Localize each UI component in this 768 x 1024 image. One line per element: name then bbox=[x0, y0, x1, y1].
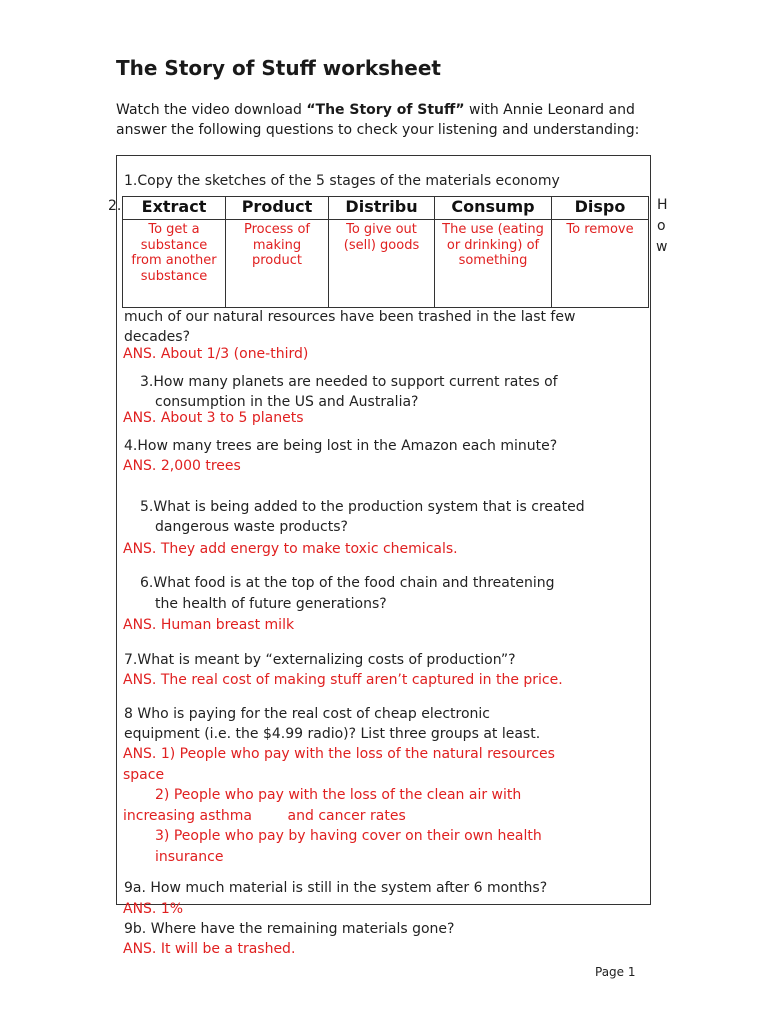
page-number: Page 1 bbox=[595, 965, 636, 979]
answer-7: ANS. The real cost of making stuff aren’t captured in the price. bbox=[123, 672, 563, 688]
question-4-line-1: 4.How many trees are being lost in the Amazon each minute? bbox=[124, 438, 558, 454]
question-5-line-2: dangerous waste products? bbox=[155, 519, 348, 535]
stage-name-disposal: Dispo bbox=[552, 197, 649, 220]
stage-name-extract: Extract bbox=[123, 197, 226, 220]
stage-desc-production: Process of making product bbox=[226, 220, 329, 308]
question-2-line-1: much of our natural resources have been trashed in the last few bbox=[124, 309, 576, 325]
answer-9a: ANS. 1% bbox=[123, 901, 184, 917]
question-1: 1.Copy the sketches of the 5 stages of the materials economy bbox=[124, 173, 560, 189]
materials-economy-table bbox=[122, 196, 649, 308]
side-letter-3: w bbox=[656, 239, 668, 255]
question-2-line-2: decades? bbox=[124, 329, 191, 345]
answer-8-item-3-line-1: 3) People who pay by having cover on their own health bbox=[155, 828, 542, 844]
stage-name-production: Product bbox=[226, 197, 329, 220]
question-3-line-2: consumption in the US and Australia? bbox=[155, 394, 419, 410]
question-9b-line-1: 9b. Where have the remaining materials gone? bbox=[124, 921, 455, 937]
question-6-line-2: the health of future generations? bbox=[155, 596, 387, 612]
answer-4: ANS. 2,000 trees bbox=[123, 458, 241, 474]
answer-9b: ANS. It will be a trashed. bbox=[123, 941, 296, 957]
answer-2: ANS. About 1/3 (one-third) bbox=[123, 346, 309, 362]
intro-before: Watch the video download bbox=[116, 102, 307, 118]
answer-8-item-1-line-2: space bbox=[123, 767, 165, 783]
answer-3: ANS. About 3 to 5 planets bbox=[123, 410, 304, 426]
question-7-line-1: 7.What is meant by “externalizing costs of production”? bbox=[124, 652, 516, 668]
question-8-line-1: 8 Who is paying for the real cost of cheap electronic bbox=[124, 706, 490, 722]
question-3-line-1: 3.How many planets are needed to support current rates of bbox=[140, 374, 558, 390]
answer-8-item-1-line-1: ANS. 1) People who pay with the loss of the natural resources bbox=[123, 746, 555, 762]
question-5-line-1: 5.What is being added to the production system that is created bbox=[140, 499, 585, 515]
question-6-line-1: 6.What food is at the top of the food chain and threatening bbox=[140, 575, 555, 591]
answer-8-item-3-line-2: insurance bbox=[155, 849, 224, 865]
stage-desc-disposal: To remove bbox=[552, 220, 649, 308]
answer-5: ANS. They add energy to make toxic chemicals. bbox=[123, 541, 458, 557]
intro-paragraph bbox=[116, 100, 656, 140]
stage-description-row bbox=[123, 220, 649, 308]
video-title: “The Story of Stuff” bbox=[306, 102, 465, 118]
page-title: The Story of Stuff worksheet bbox=[116, 56, 441, 80]
answer-8-item-2-line-2: increasing asthma and cancer rates bbox=[123, 808, 406, 824]
question-2-number: 2. bbox=[108, 198, 122, 214]
side-letter-1: H bbox=[657, 197, 668, 213]
question-8-line-2: equipment (i.e. the $4.99 radio)? List three groups at least. bbox=[124, 726, 541, 742]
stage-desc-consumption: The use (eating or drinking) of something bbox=[435, 220, 552, 308]
answer-8-item-2-line-1: 2) People who pay with the loss of the clean air with bbox=[155, 787, 522, 803]
stage-header-row bbox=[123, 197, 649, 220]
stage-name-consumption: Consump bbox=[435, 197, 552, 220]
stage-desc-extract: To get a substance from another substance bbox=[123, 220, 226, 308]
side-letter-2: o bbox=[657, 218, 666, 234]
question-9a-line-1: 9a. How much material is still in the system after 6 months? bbox=[124, 880, 548, 896]
stage-desc-distribution: To give out (sell) goods bbox=[329, 220, 435, 308]
intro-after: with Annie Leonard and answer the following questions to check your listening and understanding: bbox=[116, 102, 640, 138]
stage-name-distribution: Distribu bbox=[329, 197, 435, 220]
answer-6: ANS. Human breast milk bbox=[123, 617, 295, 633]
